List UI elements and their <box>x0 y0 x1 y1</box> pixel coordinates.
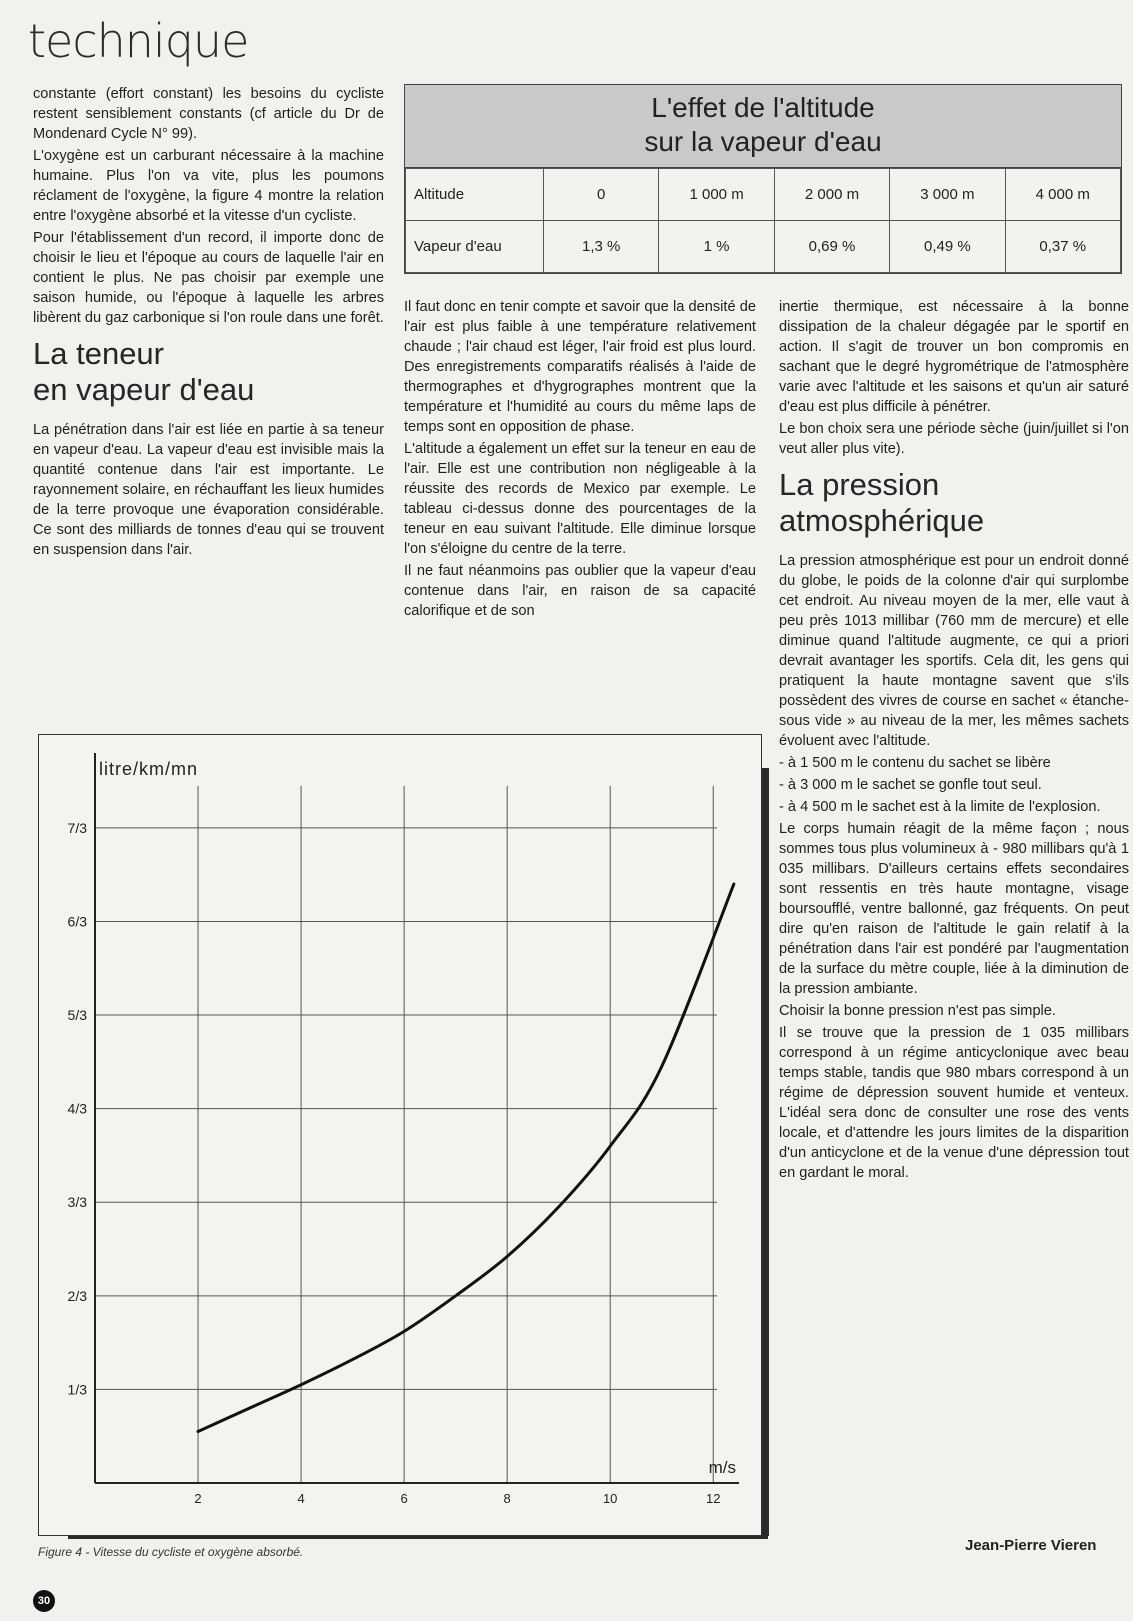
paragraph: inertie thermique, est nécessaire à la bonne dissipation de la chaleur dégagée par le sportif en action. Il s'agit de trouver un bon compromis en sachant que le degré hygrométrique de l'atmosphère varie avec l'altitude et les saisons et qu'un air saturé d'eau est plus difficile à pénétrer. <box>779 299 1129 415</box>
column-1 <box>33 84 384 562</box>
x-tick-label: 2 <box>194 1491 202 1506</box>
y-axis-label: litre/km/mn <box>99 759 199 779</box>
page-number: 30 <box>33 1590 55 1612</box>
table-row <box>406 169 1121 221</box>
paragraph: La pression atmosphérique est pour un endroit donné du globe, le poids de la colonne d'air qui surplombe cet endroit. Au niveau moyen de la mer, elle vaut à peu près 1013 millibar (760 mm de mercure) et elle diminue quand l'altitude augmente, ce qui a priori devrait avantager les sportifs. Cela dit, les gens qui pratiquent la haute montagne savent que s'ils possèdent des vivres de course en sachet « étanche-sous vide » au niveau de la mer, les mêmes sachets évoluent avec l'altitude. <box>779 553 1129 749</box>
paragraph: Il se trouve que la pression de 1 035 millibars correspond à un régime anticyclonique avec beau temps stable, tandis que 980 mbars correspond à un régime de dépression souvent humide et venteux. L'idéal sera donc de consulter une rose des vents locale, et d'attendre les jours limites de la disparition d'un anticyclone et de la venue d'une dépression tout en gardant le moral. <box>779 1025 1129 1181</box>
paragraph: Choisir la bonne pression n'est pas simple. <box>779 1003 1056 1019</box>
table-cell: 4 000 m <box>1005 169 1120 221</box>
table-title-line: L'effet de l'altitude <box>651 92 875 123</box>
paragraph: - à 3 000 m le sachet se gonfle tout seul. <box>779 777 1042 793</box>
paragraph: L'oxygène est un carburant nécessaire à la machine humaine. Plus l'on va vite, plus les poumons réclament de l'oxygène, la figure 4 montre la relation entre l'oxygène absorbé et la vitesse d'un cycliste. <box>33 148 384 224</box>
y-tick-label: 6/3 <box>67 913 87 930</box>
figure-4-chart <box>38 734 762 1536</box>
table-cell: 1 % <box>659 221 774 273</box>
vapour-table <box>404 84 1122 274</box>
paragraph: Pour l'établissement d'un record, il importe donc de choisir le lieu et l'époque au cours de laquelle l'air en contient le plus. Ne pas choisir par exemple une saison humide, ou l'époque à laquelle les arbres libèrent du gaz carbonique si l'on roule dans une forêt. <box>33 230 384 326</box>
x-tick-label: 12 <box>706 1491 721 1506</box>
x-tick-label: 6 <box>400 1491 408 1506</box>
table-cell: 0,69 % <box>774 221 889 273</box>
author-byline: Jean-Pierre Vieren <box>965 1537 1097 1554</box>
y-tick-label: 5/3 <box>67 1007 87 1024</box>
paragraph: La pénétration dans l'air est liée en partie à sa teneur en vapeur d'eau. La vapeur d'eau est invisible mais la quantité contenue dans l'air est importante. Le rayonnement solaire, en réchauffant les lieux humides de la terre provoque une évaporation considérable. Ce sont des milliards de tonnes d'eau qui se trouvent en suspension dans l'air. <box>33 422 384 558</box>
paragraph: constante (effort constant) les besoins du cycliste restent sensiblement constants (cf article du Dr de Mondenard Cycle N° 99). <box>33 86 384 142</box>
heading-line: La pression <box>779 467 940 502</box>
table-cell: 1 000 m <box>659 169 774 221</box>
paragraph: Le corps humain réagit de la même façon ; nous sommes tous plus volumineux à - 980 millibars qu'à 1 035 millibars. D'ailleurs certains effets secondaires sont ressentis en très haute montagne, visage boursoufflé, ventre ballonné, gaz fréquents. On peut dire qu'en raison de l'altitude le gain relatif à la pénétration dans l'air est pondéré par l'augmentation de la surface du mètre couple, liée à la diminution de la pression ambiante. <box>779 821 1129 997</box>
y-tick-label: 3/3 <box>67 1194 87 1211</box>
y-tick-label: 1/3 <box>67 1381 87 1398</box>
column-2 <box>404 297 756 623</box>
table-title <box>405 85 1121 168</box>
paragraph: Il ne faut néanmoins pas oublier que la vapeur d'eau contenue dans l'air, en raison de sa capacité calorifique et de son <box>404 563 756 619</box>
heading-line: en vapeur d'eau <box>33 372 255 407</box>
x-axis-label: m/s <box>708 1458 736 1477</box>
heading-line: La teneur <box>33 336 164 371</box>
table-grid <box>405 168 1121 273</box>
y-tick-label: 4/3 <box>67 1100 87 1117</box>
section-title: technique <box>28 14 249 68</box>
paragraph: - à 1 500 m le contenu du sachet se libère <box>779 755 1051 771</box>
paragraph: Il faut donc en tenir compte et savoir que la densité de l'air est plus faible à une température relativement chaude ; l'air chaud est léger, l'air froid est plus lourd. Des enregistrements comparatifs réalisés à l'aide de thermographes et d'hygrographes montrent que la température et l'humidité au cours du même laps de temps sont en opposition de phase. <box>404 299 756 435</box>
col1-intro <box>33 84 384 328</box>
x-tick-label: 10 <box>602 1491 618 1506</box>
y-tick-label: 7/3 <box>67 819 87 836</box>
figure-caption: Figure 4 - Vitesse du cycliste et oxygène absorbé. <box>38 1545 304 1559</box>
y-tick-label: 2/3 <box>67 1287 87 1304</box>
x-tick-label: 4 <box>297 1491 305 1506</box>
table-title-line: sur la vapeur d'eau <box>644 126 882 157</box>
table-cell: 0,49 % <box>890 221 1005 273</box>
table-cell: 3 000 m <box>890 169 1005 221</box>
table-cell: 2 000 m <box>774 169 889 221</box>
column-3 <box>779 297 1129 1185</box>
heading-line: atmosphérique <box>779 503 985 538</box>
table-row-header: Altitude <box>406 169 544 221</box>
series-line <box>198 884 734 1432</box>
table-cell: 1,3 % <box>544 221 659 273</box>
x-tick-label: 8 <box>503 1491 511 1506</box>
paragraph: L'altitude a également un effet sur la teneur en eau de l'air. Elle est une contribution non négligeable à la réussite des records de Mexico par exemple. Le tableau ci-dessus donne des pourcentages de la teneur en eau suivant l'altitude. Elle diminue lorsque l'on s'éloigne du centre de la terre. <box>404 441 756 557</box>
paragraph: Le bon choix sera une période sèche (juin/juillet si l'on veut aller plus vite). <box>779 421 1129 457</box>
table-cell: 0,37 % <box>1005 221 1120 273</box>
table-row <box>406 221 1121 273</box>
heading-pression <box>779 467 1129 539</box>
paragraph: - à 4 500 m le sachet est à la limite de l'explosion. <box>779 799 1101 815</box>
table-cell: 0 <box>544 169 659 221</box>
heading-vapeur <box>33 336 384 408</box>
table-row-header: Vapeur d'eau <box>406 221 544 273</box>
chart-svg <box>39 735 761 1535</box>
